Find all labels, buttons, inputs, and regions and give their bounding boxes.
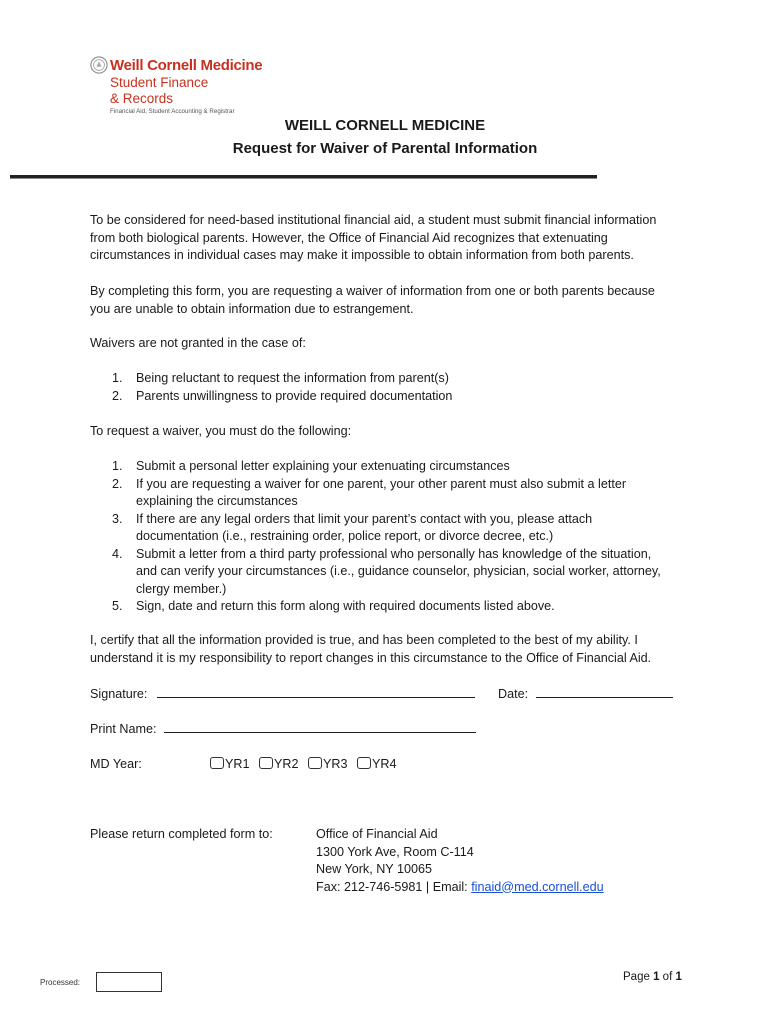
list-item [108, 458, 661, 476]
checkbox-label: YR3 [323, 757, 348, 771]
contact-line [316, 879, 604, 897]
return-label: Please return completed form to: [90, 827, 273, 841]
requirements-heading: To request a waiver, you must do the following: [90, 424, 352, 438]
list-text: Being reluctant to request the information from parent(s) [136, 371, 449, 385]
list-text: Submit a letter from a third party professional who personally has knowledge of the situation, [136, 546, 652, 561]
list-text: Parents unwillingness to provide required documentation [136, 388, 453, 403]
not-granted-heading: Waivers are not granted in the case of: [90, 336, 306, 350]
university-seal-icon [90, 56, 108, 74]
logo-subtitle-1: Student Finance [110, 75, 209, 90]
page-word: Page [623, 971, 650, 983]
print-name-label: Print Name: [90, 722, 157, 736]
text-line: you are unable to obtain information due to estrangement. [90, 301, 414, 316]
office-name: Office of Financial Aid [316, 827, 438, 841]
address-line-1: 1300 York Ave, Room C-114 [316, 844, 474, 859]
email-link[interactable]: finaid@med.cornell.edu [471, 879, 604, 894]
return-address [316, 826, 604, 896]
checkbox-label: YR1 [225, 757, 250, 771]
list-item [108, 546, 661, 599]
page-number [623, 971, 682, 983]
list-text: Sign, date and return this form along with required documents listed above. [136, 599, 555, 613]
text-line: from both biological parents. However, the Office of Financial Aid recognizes that extenuating [90, 230, 608, 245]
checkbox[interactable] [357, 757, 371, 769]
purpose-paragraph [90, 283, 690, 318]
list-number: 1. [112, 459, 123, 473]
text-line: To be considered for need-based institutional financial aid, a student must submit financial information [90, 213, 657, 227]
list-item [108, 476, 661, 511]
not-granted-list [108, 370, 452, 405]
year-option-yr4[interactable] [357, 757, 397, 771]
page-of: of [662, 971, 673, 983]
text-line: I, certify that all the information provided is true, and has been completed to the best of my ability. I [90, 633, 638, 647]
page-total: 1 [675, 971, 682, 983]
list-number: 5. [112, 599, 123, 613]
intro-paragraph [90, 212, 690, 265]
list-number: 2. [112, 388, 123, 403]
md-year-options [210, 756, 403, 774]
signature-line[interactable] [157, 685, 475, 698]
year-option-yr2[interactable] [259, 757, 299, 771]
list-item [108, 598, 661, 616]
checkbox-label: YR4 [372, 757, 397, 771]
logo-title: Weill Cornell Medicine [110, 57, 263, 74]
md-year-label: MD Year: [90, 757, 142, 771]
page-current: 1 [653, 971, 660, 983]
fax-text: Fax: 212-746-5981 | Email: [316, 879, 472, 894]
checkbox[interactable] [259, 757, 273, 769]
checkbox-label: YR2 [274, 757, 299, 771]
date-label: Date: [498, 687, 529, 701]
year-option-yr3[interactable] [308, 757, 348, 771]
list-text: If you are requesting a waiver for one parent, your other parent must also submit a letter [136, 476, 627, 491]
title-divider [10, 175, 597, 178]
address-line-2: New York, NY 10065 [316, 862, 432, 876]
requirements-list [108, 458, 661, 616]
form-institution-title: WEILL CORNELL MEDICINE [284, 117, 486, 134]
date-line[interactable] [536, 685, 673, 698]
certification-paragraph [90, 632, 690, 667]
date-field [498, 685, 673, 704]
form-title: Request for Waiver of Parental Information [232, 140, 538, 157]
signature-field [90, 685, 475, 704]
logo [90, 56, 290, 118]
checkbox[interactable] [308, 757, 322, 769]
text-line: circumstances in individual cases may make it impossible to obtain information from both parents. [90, 248, 634, 262]
list-number: 4. [112, 546, 123, 561]
list-text: If there are any legal orders that limit your parent’s contact with you, please attach [136, 511, 593, 526]
list-number: 1. [112, 371, 123, 385]
signature-label: Signature: [90, 687, 148, 701]
list-item [108, 370, 452, 388]
list-number: 3. [112, 511, 123, 526]
logo-tagline: Financial Aid, Student Accounting & Registrar [110, 108, 235, 115]
year-option-yr1[interactable] [210, 757, 250, 771]
list-text: documentation (i.e., restraining order, police report, or divorce decree, etc.) [136, 529, 554, 543]
logo-subtitle-2: & Records [110, 91, 174, 106]
list-text: clergy member.) [136, 581, 227, 596]
checkbox[interactable] [210, 757, 224, 769]
list-item [108, 511, 661, 546]
print-name-field [90, 720, 476, 739]
list-number: 2. [112, 476, 123, 491]
text-line: understand it is my responsibility to report changes in this circumstance to the Office of Financial Aid. [90, 650, 652, 665]
list-text: explaining the circumstances [136, 494, 298, 508]
processed-label: Processed: [40, 978, 81, 987]
print-name-line[interactable] [164, 720, 476, 733]
processed-box[interactable] [96, 972, 162, 992]
list-text: and can verify your circumstances (i.e., guidance counselor, physician, social worker, attorney, [136, 564, 661, 578]
list-text: Submit a personal letter explaining your extenuating circumstances [136, 459, 510, 473]
list-item [108, 388, 452, 406]
text-line: By completing this form, you are requesting a waiver of information from one or both parents because [90, 284, 655, 298]
